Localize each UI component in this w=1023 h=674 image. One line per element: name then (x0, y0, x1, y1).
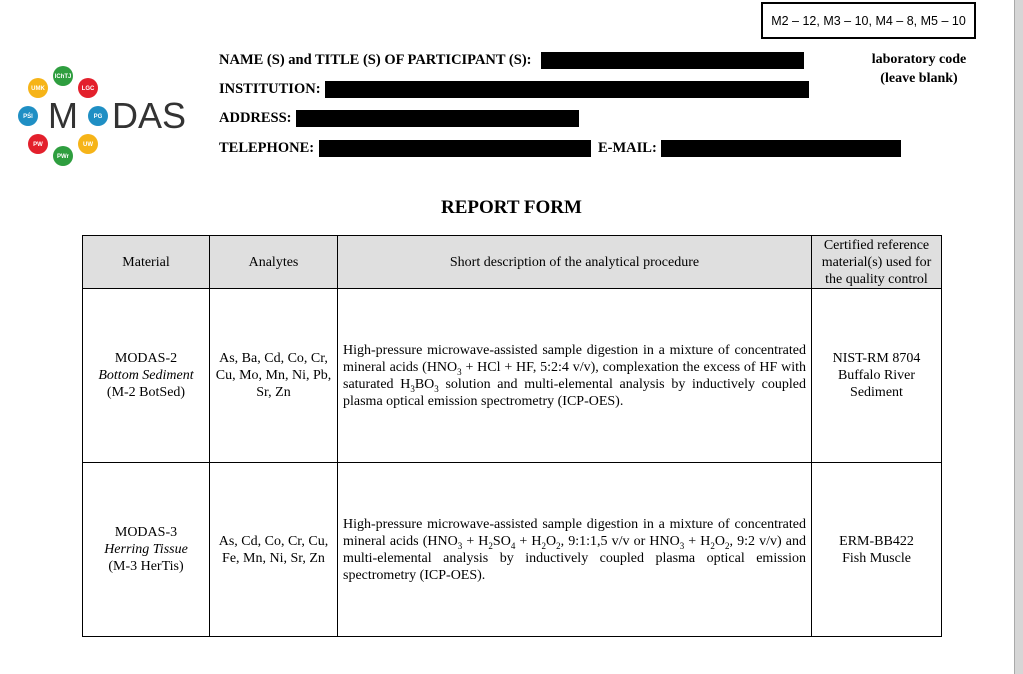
material-name: MODAS-3 (114, 525, 178, 540)
desc-text: O (714, 533, 726, 549)
material-type: Herring Tissue (104, 542, 188, 557)
table-header-row (83, 236, 942, 289)
crm-cell (812, 463, 942, 637)
subscript: 3 (679, 540, 685, 551)
subscript: 2 (710, 540, 715, 551)
page-title: REPORT FORM (441, 197, 582, 218)
subscript: 2 (541, 540, 547, 551)
email-label: E-MAIL: (598, 140, 657, 156)
crm-line: Fish Muscle (842, 550, 911, 566)
crm-line: ERM-BB422 (839, 533, 914, 549)
subscript: 2 (488, 540, 493, 551)
table-row (83, 289, 942, 463)
desc-text: + H (515, 533, 542, 549)
desc-text: solution and multi-elemental analysis by inductively coupled plasma optical emission spectrometry (ICP-OES). (343, 376, 806, 409)
lab-code-line2: (leave blank) (880, 71, 958, 86)
header-crm-line1: Certified reference (823, 237, 930, 253)
logo-label-pw: PW (33, 142, 43, 148)
logo-label-pwr: PWr (57, 154, 69, 160)
header-analytes: Analytes (210, 236, 338, 289)
material-codes-box (761, 2, 976, 39)
logo-label-psl: PŚl (23, 114, 33, 120)
subscript: 3 (410, 383, 415, 394)
address-label: ADDRESS: (219, 110, 292, 126)
header-description: Short description of the analytical procedure (338, 236, 812, 289)
material-code: (M-3 HerTis) (108, 559, 184, 574)
subscript: 2 (725, 540, 730, 551)
material-name: MODAS-2 (114, 351, 178, 366)
description-cell (338, 289, 812, 463)
logo-label-ichtj: IChTJ (54, 74, 72, 80)
material-cell (83, 289, 210, 463)
telephone-redacted (319, 140, 591, 157)
modas-logo (16, 66, 186, 170)
crm-line: Sediment (850, 385, 903, 400)
desc-text: SO (492, 533, 511, 549)
logo-text-das: DAS (112, 95, 186, 136)
subscript: 4 (510, 540, 516, 551)
description-cell (338, 463, 812, 637)
header-crm-line2: material(s) used for (821, 254, 932, 270)
desc-text: + H (684, 533, 711, 549)
laboratory-code-note (852, 50, 986, 88)
desc-text: + HCl + HF, 5:2:4 v/v), complexation the excess of HF with saturated H (343, 359, 806, 392)
desc-text: , 9:2 v/v) and multi-elemental analysis by inductively coupled plasma optical emission spectrometry (ICP-OES). (343, 533, 806, 583)
desc-text: BO (414, 376, 435, 392)
email-redacted (661, 140, 901, 157)
logo-label-umk: UMK (31, 86, 45, 92)
desc-text: High-pressure microwave-assisted sample digestion in a mixture of concentrated mineral acids (HNO (343, 342, 806, 375)
telephone-label: TELEPHONE: (219, 140, 315, 156)
material-type: Bottom Sediment (98, 368, 194, 383)
logo-letter-m: M (48, 95, 78, 136)
logo-label-pg: PG (93, 114, 103, 120)
crm-line: Buffalo River (837, 368, 916, 383)
logo-label-lgc: LGC (81, 86, 95, 92)
header-material: Material (83, 236, 210, 289)
crm-cell (812, 289, 942, 463)
analytes-cell: As, Ba, Cd, Co, Cr, Cu, Mo, Mn, Ni, Pb, Sr, Zn (210, 289, 338, 463)
table-row (83, 463, 942, 637)
header-crm-line3: the quality control (825, 271, 928, 287)
material-code: (M-2 BotSed) (106, 385, 186, 400)
institution-label: INSTITUTION: (219, 81, 321, 97)
desc-text: O (546, 533, 557, 549)
institution-redacted (325, 81, 809, 98)
address-redacted (296, 110, 579, 127)
crm-line: NIST-RM 8704 (832, 351, 921, 366)
subscript: 3 (434, 383, 439, 394)
desc-text: + H (462, 533, 489, 549)
desc-text: , 9:1:1,5 v/v or HNO (560, 533, 680, 549)
window-edge (1014, 0, 1023, 674)
name-label: NAME (S) and TITLE (S) OF PARTICIPANT (S): (219, 52, 532, 68)
logo-label-uw: UW (83, 142, 93, 148)
name-redacted (541, 52, 804, 69)
subscript: 3 (457, 366, 462, 377)
subscript: 3 (457, 540, 463, 551)
material-cell (83, 463, 210, 637)
header-crm (812, 236, 942, 289)
material-codes: M2 – 12, M3 – 10, M4 – 8, M5 – 10 (771, 13, 966, 28)
desc-text: High-pressure microwave-assisted sample digestion in a mixture of concentrated mineral acids (HNO (343, 516, 806, 549)
analytes-cell: As, Cd, Co, Cr, Cu, Fe, Mn, Ni, Sr, Zn (210, 463, 338, 637)
lab-code-line1: laboratory code (871, 52, 967, 67)
subscript: 2 (556, 540, 561, 551)
report-table (82, 235, 942, 637)
